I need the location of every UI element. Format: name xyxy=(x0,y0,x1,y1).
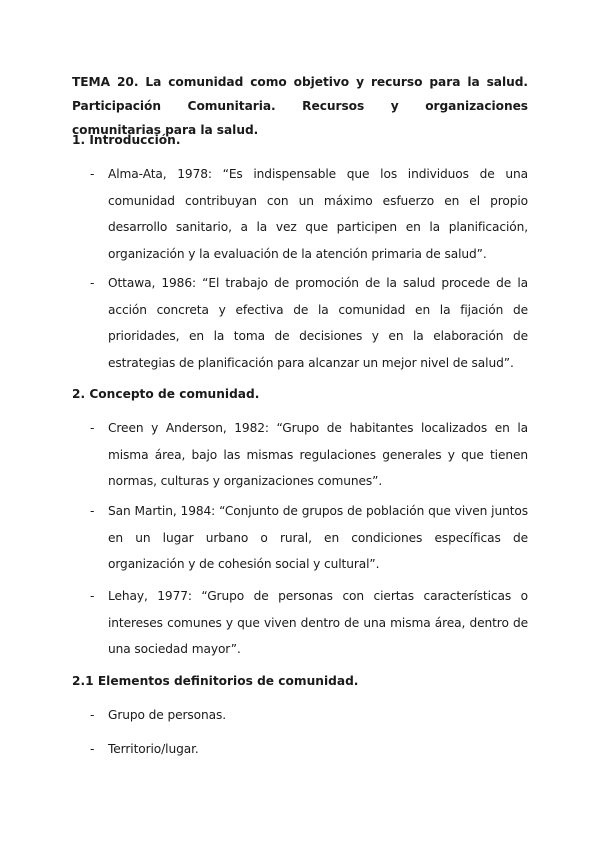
bullet-dash: - xyxy=(90,589,95,603)
list-item-text: Ottawa, 1986: “El trabajo de promoción de la salud procede de la acción concreta y efectiva de la comunidad en la fijación de prioridades, en la toma de decisiones y en la elaboración de estrategias de planificación para alcanzar un mejor nivel de salud”. xyxy=(108,276,528,370)
bullet-dash: - xyxy=(90,276,95,290)
bullet-dash: - xyxy=(90,421,95,435)
section-heading-concepto: 2. Concepto de comunidad. xyxy=(72,387,260,401)
document-title: TEMA 20. La comunidad como objetivo y recurso para la salud. Participación Comunitaria. Recursos y organizaciones comunitarias para la salud. xyxy=(72,75,528,137)
section-heading-elementos: 2.1 Elementos definitorios de comunidad. xyxy=(72,674,359,688)
list-item-text: Lehay, 1977: “Grupo de personas con ciertas características o intereses comunes y que viven dentro de una misma área, dentro de una sociedad mayor”. xyxy=(108,589,528,656)
section-heading-introduccion: 1. Introducción. xyxy=(72,133,181,147)
bullet-dash: - xyxy=(90,742,95,756)
bullet-dash: - xyxy=(90,167,95,181)
list-item-text: Alma-Ata, 1978: “Es indispensable que los individuos de una comunidad contribuyan con un máximo esfuerzo en el propio desarrollo sanitario, a la vez que participen en la planificación, organización y la evaluación de la atención primaria de salud”. xyxy=(108,167,528,261)
list-item-text: Territorio/lugar. xyxy=(108,742,199,756)
list-item-text: San Martin, 1984: “Conjunto de grupos de población que viven juntos en un lugar urbano o rural, en condiciones específicas de organización y de cohesión social y cultural”. xyxy=(108,504,528,571)
list-item-text: Grupo de personas. xyxy=(108,708,227,722)
bullet-dash: - xyxy=(90,708,95,722)
bullet-dash: - xyxy=(90,504,95,518)
list-item-text: Creen y Anderson, 1982: “Grupo de habitantes localizados en la misma área, bajo las mismas regulaciones generales y que tienen normas, culturas y organizaciones comunes”. xyxy=(108,421,528,488)
